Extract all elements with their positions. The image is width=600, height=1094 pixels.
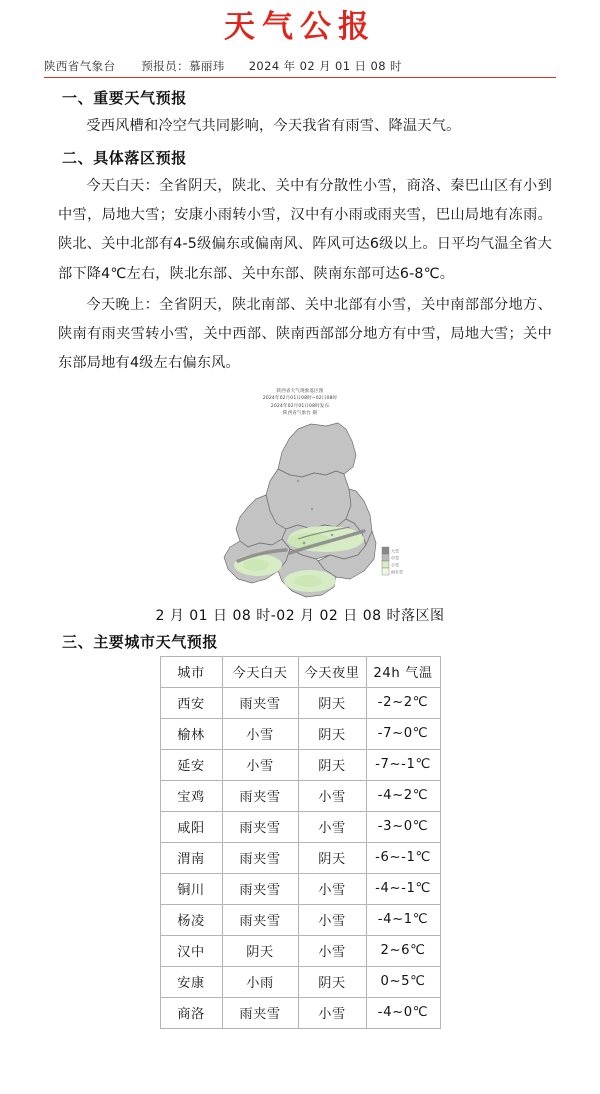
day-weather-cell: 阴天 [222,935,298,966]
section-heading-important-forecast: 一、重要天气预报 [62,89,187,108]
column-header-temp: 24h 气温 [366,656,440,687]
temperature-cell: -7~-1℃ [366,749,440,780]
city-cell: 西安 [160,687,222,718]
important-forecast-text: 受西风槽和冷空气共同影响，今天我省有雨雪、降温天气。 [86,118,461,135]
table-row [160,904,440,935]
night-weather-cell: 阴天 [298,749,366,780]
map-title: 陕西省天气现象落区图 [276,388,324,394]
city-cell: 商洛 [160,997,222,1028]
night-weather-cell: 小雪 [298,780,366,811]
temperature-cell: -4~2℃ [366,780,440,811]
night-weather-cell: 阴天 [298,687,366,718]
temperature-cell: -4~-1℃ [366,873,440,904]
map-valid-period: 2024年02月01日08时~02日08时 [262,396,338,402]
column-header-day: 今天白天 [222,656,298,687]
temperature-cell: -6~-1℃ [366,842,440,873]
table-row [160,687,440,718]
night-weather-cell: 小雪 [298,935,366,966]
issuing-office: 陕西省气象台 [44,59,116,74]
table-row [160,718,440,749]
city-forecast-table [160,656,441,1029]
section-heading-city-forecast: 三、主要城市天气预报 [62,632,219,651]
day-weather-cell: 雨夹雪 [222,811,298,842]
temperature-cell: 2~6℃ [366,935,440,966]
map-issued-time: 2024年02月01日08时发布 [270,403,330,409]
city-forecast-body [160,687,440,1028]
temperature-cell: 0~5℃ [366,966,440,997]
night-weather-cell: 小雪 [298,904,366,935]
day-weather-cell: 小雨 [222,966,298,997]
svg-text:中雪: 中雪 [391,555,399,561]
day-weather-cell: 小雪 [222,749,298,780]
column-header-city: 城市 [160,656,222,687]
night-weather-cell: 阴天 [298,842,366,873]
page-title: 天气公报 [224,9,376,45]
map-legend [382,547,403,575]
city-cell: 杨凌 [160,904,222,935]
day-weather-cell: 雨夹雪 [222,687,298,718]
map-producer: 陕西省气象台 制 [282,411,318,417]
shaanxi-province-map-graphic [186,419,414,605]
day-weather-cell: 小雪 [222,718,298,749]
map-title-block [185,386,415,418]
svg-text:小雪: 小雪 [391,562,399,568]
city-cell: 咸阳 [160,811,222,842]
table-row [160,842,440,873]
table-row [160,780,440,811]
night-weather-cell: 小雪 [298,997,366,1028]
temperature-cell: -3~0℃ [366,811,440,842]
temperature-cell: -4~1℃ [366,904,440,935]
temperature-cell: -4~0℃ [366,997,440,1028]
svg-text:雨夹雪: 雨夹雪 [391,569,403,575]
column-header-night: 今天夜里 [298,656,366,687]
night-forecast-text: 今天晚上：全省阴天，陕北南部、关中北部有小雪，关中南部部分地方、陕南有雨夹雪转小雪，关中西部、陕南西部部分地方有中雪，局地大雪；关中东部局地有4级左右偏东风。 [58,296,552,371]
section-heading-area-forecast: 二、具体落区预报 [62,149,187,168]
map-image [185,386,415,604]
temperature-cell: -7~0℃ [366,718,440,749]
night-weather-cell: 小雪 [298,873,366,904]
table-row [160,873,440,904]
table-row [160,749,440,780]
daytime-forecast-text: 今天白天：全省阴天，陕北、关中有分散性小雪，商洛、秦巴山区有小到中雪，局地大雪；安康小雨转小雪，汉中有小雨或雨夹雪，巴山局地有冻雨。陕北、关中北部有4-5级偏东或偏南风、阵风可达6级以上。日平均气温全省大部下降4℃左右，陕北东部、关中东部、陕南东部可达6-8℃。 [58,178,552,282]
day-weather-cell: 雨夹雪 [222,780,298,811]
city-cell: 延安 [160,749,222,780]
table-header-row [160,656,440,687]
city-cell: 榆林 [160,718,222,749]
day-weather-cell: 雨夹雪 [222,904,298,935]
city-cell: 安康 [160,966,222,997]
map-caption: 2 月 01 日 08 时-02 月 02 日 08 时落区图 [155,607,445,624]
svg-text:大雪: 大雪 [391,548,399,554]
night-weather-cell: 阴天 [298,718,366,749]
table-row [160,966,440,997]
night-weather-cell: 小雪 [298,811,366,842]
day-weather-cell: 雨夹雪 [222,842,298,873]
city-cell: 渭南 [160,842,222,873]
temperature-cell: -2~2℃ [366,687,440,718]
weather-area-map-figure [44,386,556,625]
issue-datetime: 2024 年 02 月 01 日 08 时 [248,59,402,74]
table-row [160,997,440,1028]
day-weather-cell: 雨夹雪 [222,997,298,1028]
table-row [160,935,440,966]
city-cell: 宝鸡 [160,780,222,811]
table-row [160,811,440,842]
byline [44,58,556,78]
city-cell: 汉中 [160,935,222,966]
city-cell: 铜川 [160,873,222,904]
day-weather-cell: 雨夹雪 [222,873,298,904]
night-weather-cell: 阴天 [298,966,366,997]
forecaster-name: 预报员：慕丽玮 [141,59,225,74]
